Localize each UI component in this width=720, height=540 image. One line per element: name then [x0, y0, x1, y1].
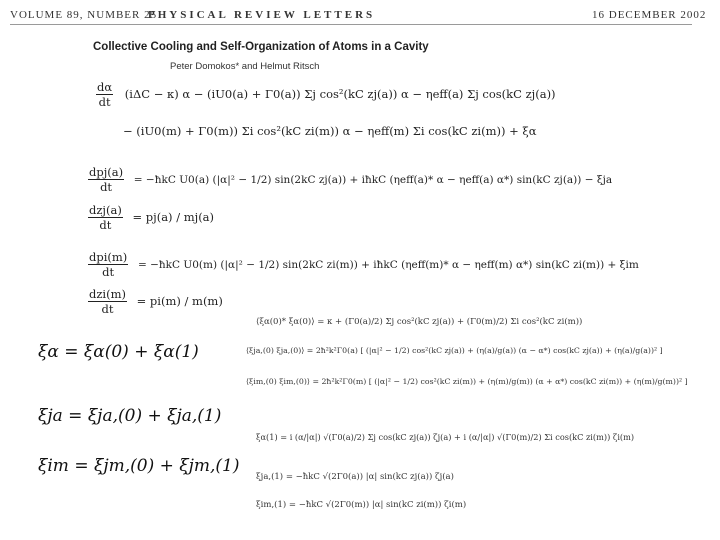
eq-zm-num: dzi(m)	[89, 287, 126, 301]
eq-za-den: dt	[99, 218, 112, 232]
header-rule	[10, 24, 692, 25]
eq-alpha-derivative	[96, 80, 113, 109]
eq-pa	[88, 165, 612, 194]
paper-title: Collective Cooling and Self-Organization of Atoms in a Cavity	[93, 41, 429, 53]
journal-date: 16 DECEMBER 2002	[592, 9, 707, 21]
eq-pa-num: dpj(a)	[89, 165, 124, 179]
eq-noise-a: ξja,(1) = −ħkC √(2Γ0(a)) |α| sin(kC zj(a)) ζj(a)	[256, 472, 454, 482]
eq-corr-a: ⟨ξja,(0) ξja,(0)⟩ = 2ħ²k²Γ0(a) [ (|α|² − 1/2) cos²(kC zj(a)) + (η(a)/g(a)) (α − α*) cos(kC zj(a)) + (η(a)/g(a))² ]	[246, 346, 663, 355]
eq-corr-alpha: ⟨ξα(0)* ξα(0)⟩ = κ + (Γ0(a)/2) Σj cos²(kC zj(a)) + (Γ0(m)/2) Σi cos²(kC zi(m))	[256, 317, 583, 327]
eq-xi-m: ξim = ξjm,(0) + ξjm,(1)	[38, 456, 240, 476]
eq-zm-den: dt	[101, 302, 114, 316]
eq-pa-den: dt	[100, 180, 113, 194]
eq-corr-m: ⟨ξim,(0) ξim,(0)⟩ = 2ħ²k²Γ0(m) [ (|α|² − 1/2) cos²(kC zi(m)) + (η(m)/g(m)) (α + α*) cos(kC zi(m)) + (η(m)/g(m))² ]	[246, 377, 688, 386]
eq-pm-den: dt	[102, 265, 115, 279]
eq-za	[88, 203, 214, 232]
eq-pm-rhs: = −ħkC U0(m) (|α|² − 1/2) sin(2kC zi(m)) + iħkC (ηeff(m)* α − ηeff(m) α*) sin(kC zi(m)) + ξim	[137, 258, 639, 271]
journal-volume: VOLUME 89, NUMBER 25	[10, 9, 158, 21]
journal-name: PHYSICAL REVIEW LETTERS	[148, 9, 376, 21]
eq-alpha	[96, 80, 556, 109]
eq-zm	[88, 287, 223, 316]
eq-pm-num: dpi(m)	[89, 250, 128, 264]
eq-alpha-num: dα	[97, 80, 113, 94]
eq-pm	[88, 250, 639, 279]
eq-pa-rhs: = −ħkC U0(a) (|α|² − 1/2) sin(2kC zj(a)) + iħkC (ηeff(a)* α − ηeff(a) α*) sin(kC zj(a)) − ξja	[133, 173, 613, 186]
eq-noise-m: ξim,(1) = −ħkC √(2Γ0(m)) |α| sin(kC zi(m)) ζi(m)	[256, 500, 467, 510]
eq-zm-rhs: = pi(m) / m(m)	[136, 293, 223, 308]
eq-xi-alpha: ξα = ξα(0) + ξα(1)	[38, 342, 199, 362]
paper-authors: Peter Domokos* and Helmut Ritsch	[170, 61, 320, 72]
eq-za-num: dzj(a)	[89, 203, 122, 217]
eq-noise-alpha: ξα(1) = i (α/|α|) √(Γ0(a)/2) Σj cos(kC zj(a)) ζj(a) + i (α/|α|) √(Γ0(m)/2) Σi cos(kC zi(m)) ζi(m)	[256, 432, 635, 442]
eq-xi-a: ξja = ξja,(0) + ξja,(1)	[38, 406, 222, 426]
eq-alpha-line1: (iΔC − κ) α − (iU0(a) + Γ0(a)) Σj cos²(kC zj(a)) α − ηeff(a) Σj cos(kC zj(a))	[124, 86, 556, 101]
eq-alpha-line2: − (iU0(m) + Γ0(m)) Σi cos²(kC zi(m)) α − ηeff(m) Σi cos(kC zi(m)) + ξα	[123, 124, 537, 138]
eq-alpha-den: dt	[98, 95, 111, 109]
eq-za-rhs: = pj(a) / mj(a)	[132, 209, 215, 224]
